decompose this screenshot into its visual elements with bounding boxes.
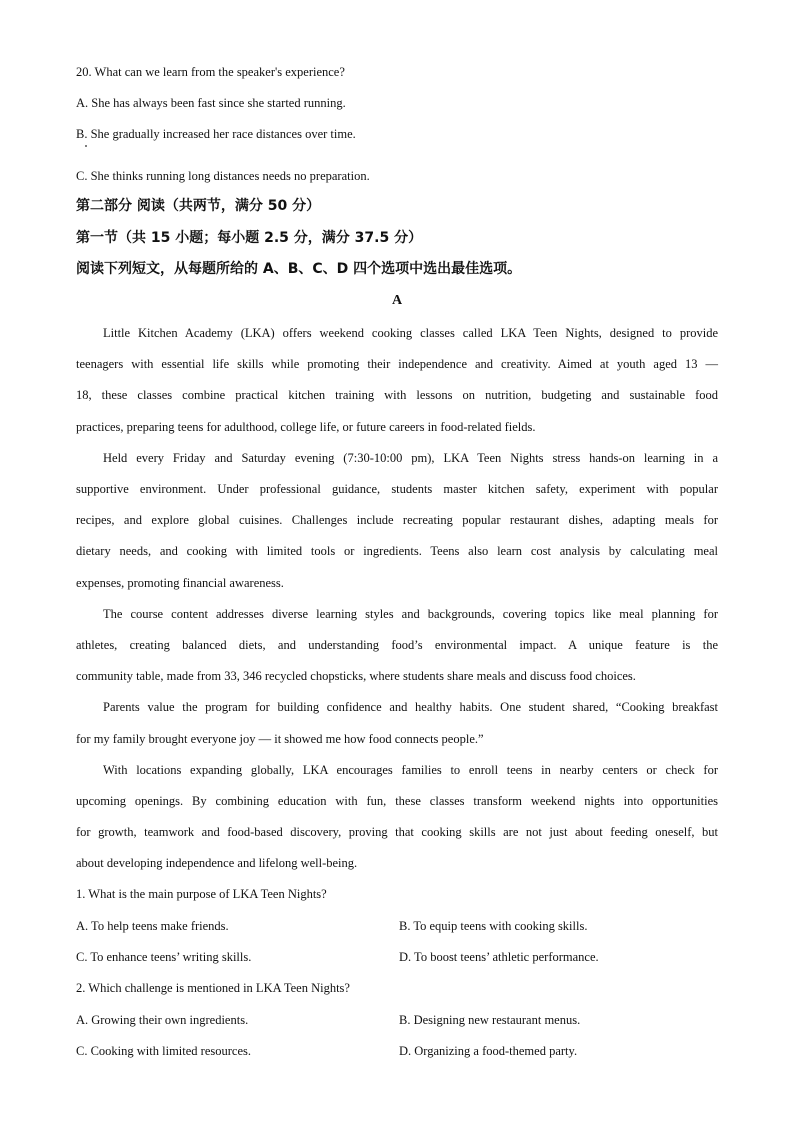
question-2-option-a: A. Growing their own ingredients. — [76, 1013, 249, 1027]
question-20-option-b: B. She gradually increased her race distances over time. — [76, 127, 356, 141]
passage-line: With locations expanding globally, LKA encourages families to enroll teens in nearby centers or check for — [103, 763, 718, 777]
passage-line: for growth, teamwork and food-based discovery, proving that cooking skills are not just about feeding oneself, but — [76, 825, 718, 839]
question-1-option-d: D. To boost teens’ athletic performance. — [399, 950, 599, 964]
passage-line: supportive environment. Under professional guidance, students master kitchen safety, experiment with popular — [76, 482, 718, 496]
section-instruction: 阅读下列短文，从每题所给的 A、B、C、D 四个选项中选出最佳选项。 — [76, 261, 522, 277]
passage-line: The course content addresses diverse learning styles and backgrounds, covering topics like meal planning for — [103, 607, 718, 621]
question-20-stem: 20. What can we learn from the speaker's experience? — [76, 65, 345, 79]
question-20-option-c: C. She thinks running long distances needs no preparation. — [76, 169, 370, 183]
passage-line: teenagers with essential life skills while promoting their independence and creativity. Aimed at youth aged 13 — — [76, 357, 718, 371]
question-1-option-c: C. To enhance teens’ writing skills. — [76, 950, 252, 964]
question-2-stem: 2. Which challenge is mentioned in LKA Teen Nights? — [76, 981, 350, 995]
passage-label: A — [391, 293, 403, 308]
question-20-option-a: A. She has always been fast since she started running. — [76, 96, 346, 110]
passage-line: community table, made from 33, 346 recycled chopsticks, where students share meals and discuss food choices. — [76, 669, 636, 683]
question-2-option-c: C. Cooking with limited resources. — [76, 1044, 251, 1058]
passage-line: 18, these classes combine practical kitchen training with lessons on nutrition, budgeting and sustainable food — [76, 388, 718, 402]
passage-line: upcoming openings. By combining education with fun, these classes transform weekend nights into opportunities — [76, 794, 718, 808]
section-part-heading: 第二部分 阅读（共两节，满分 50 分） — [76, 198, 321, 214]
question-2-option-d: D. Organizing a food-themed party. — [399, 1044, 578, 1058]
passage-line: Held every Friday and Saturday evening (7:30-10:00 pm), LKA Teen Nights stress hands-on learning in a — [103, 451, 718, 465]
question-1-stem: 1. What is the main purpose of LKA Teen Nights? — [76, 887, 327, 901]
stray-dot — [85, 145, 87, 147]
question-2-option-b: B. Designing new restaurant menus. — [399, 1013, 581, 1027]
passage-line: Little Kitchen Academy (LKA) offers weekend cooking classes called LKA Teen Nights, designed to provide — [103, 326, 718, 340]
passage-line: for my family brought everyone joy — it showed me how food connects people.” — [76, 732, 484, 746]
passage-line: about developing independence and lifelong well-being. — [76, 856, 358, 870]
passage-line: expenses, promoting financial awareness. — [76, 576, 284, 590]
passage-line: recipes, and explore global cuisines. Challenges include recreating popular restaurant dishes, adapting meals for — [76, 513, 718, 527]
section-subpart-heading: 第一节（共 15 小题；每小题 2.5 分，满分 37.5 分） — [76, 230, 423, 246]
passage-line: Parents value the program for building confidence and healthy habits. One student shared, “Cooking breakfast — [103, 700, 718, 714]
question-1-option-a: A. To help teens make friends. — [76, 919, 229, 933]
passage-line: dietary needs, and cooking with limited tools or ingredients. Teens also learn cost analysis by calculating meal — [76, 544, 718, 558]
question-1-option-b: B. To equip teens with cooking skills. — [399, 919, 588, 933]
passage-line: athletes, creating balanced diets, and understanding food’s environmental impact. A unique feature is the — [76, 638, 718, 652]
passage-line: practices, preparing teens for adulthood, college life, or future careers in food-related fields. — [76, 420, 536, 434]
